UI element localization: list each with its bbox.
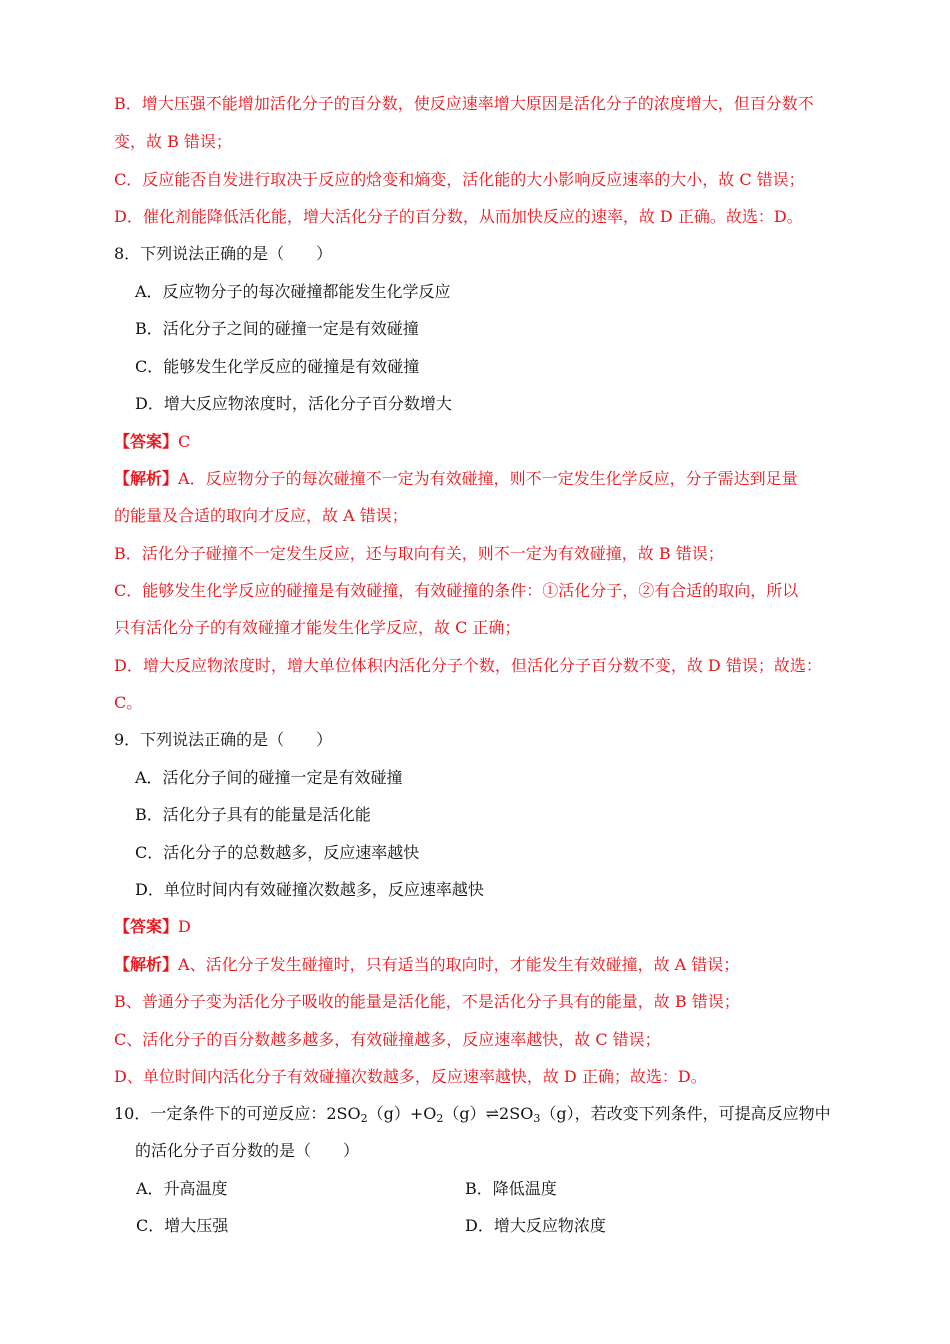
q8-analysis-line: 的能量及合适的取向才反应，故 A 错误；: [114, 506, 408, 525]
q8-option-b: B．活化分子之间的碰撞一定是有效碰撞: [135, 319, 419, 338]
q9-analysis-text: A、活化分子发生碰撞时，只有适当的取向时，才能发生有效碰撞，故 A 错误；: [178, 955, 740, 974]
q9-analysis-line: D、单位时间内活化分子有效碰撞次数越多，反应速率越快，故 D 正确；故选：D。: [114, 1067, 707, 1086]
q9-option-a: A．活化分子间的碰撞一定是有效碰撞: [135, 768, 403, 787]
q10-stem-part: 10．一定条件下的可逆反应：2SO: [114, 1104, 361, 1123]
q8-analysis-line: C．能够发生化学反应的碰撞是有效碰撞，有效碰撞的条件：①活化分子，②有合适的取向，所以: [114, 581, 799, 600]
q8-option-c: C．能够发生化学反应的碰撞是有效碰撞: [135, 357, 420, 376]
q9-option-d: D．单位时间内有效碰撞次数越多，反应速率越快: [135, 880, 484, 899]
q10-stem-line2: 的活化分子百分数的是（ ）: [135, 1141, 360, 1160]
q10-option-a: A．升高温度: [136, 1179, 228, 1198]
q9-answer-tag: 【答案】: [114, 917, 179, 936]
prev-analysis-line-d: D．催化剂能降低活化能，增大活化分子的百分数，从而加快反应的速率，故 D 正确。故选：D。: [114, 207, 803, 226]
q8-stem: 8．下列说法正确的是（ ）: [114, 244, 333, 263]
q10-option-d: D．增大反应物浓度: [465, 1216, 606, 1235]
q8-analysis-line: 只有活化分子的有效碰撞才能发生化学反应，故 C 正确；: [114, 618, 521, 637]
q9-answer-value: D: [178, 917, 191, 936]
q9-analysis-line: [114, 954, 739, 976]
q8-analysis-text: A．反应物分子的每次碰撞不一定为有效碰撞，则不一定发生化学反应，分子需达到足量: [178, 469, 798, 488]
q8-analysis-line: B．活化分子碰撞不一定发生反应，还与取向有关，则不一定为有效碰撞，故 B 错误；: [114, 544, 724, 563]
q8-analysis-line: C。: [114, 693, 143, 712]
q8-answer-value: C: [178, 432, 191, 451]
prev-analysis-line-b-cont: 变，故 B 错误；: [114, 132, 232, 151]
q9-analysis-line: B、普通分子变为活化分子吸收的能量是活化能，不是活化分子具有的能量，故 B 错误；: [114, 992, 740, 1011]
q8-option-d: D．增大反应物浓度时，活化分子百分数增大: [135, 394, 452, 413]
q10-stem: [114, 1103, 831, 1125]
prev-analysis-line-c: C．反应能否自发进行取决于反应的焓变和熵变，活化能的大小影响反应速率的大小，故 C 错误；: [114, 170, 805, 189]
q10-option-c: C．增大压强: [136, 1216, 229, 1235]
q10-subscript: 2: [360, 1112, 368, 1125]
q8-answer-tag: 【答案】: [114, 432, 179, 451]
q10-stem-part: （g）⇌2SO: [443, 1104, 534, 1123]
q9-answer: [114, 916, 191, 938]
q9-analysis-line: C、活化分子的百分数越多越多，有效碰撞越多，反应速率越快，故 C 错误；: [114, 1030, 661, 1049]
q8-option-a: A．反应物分子的每次碰撞都能发生化学反应: [135, 282, 451, 301]
q8-analysis-line: [114, 468, 798, 490]
q10-option-b: B．降低温度: [465, 1179, 557, 1198]
q9-option-c: C．活化分子的总数越多，反应速率越快: [135, 843, 420, 862]
q10-subscript: 2: [436, 1112, 444, 1125]
q8-answer: [114, 431, 190, 453]
q10-stem-part: （g），若改变下列条件，可提高反应物中: [540, 1104, 831, 1123]
q8-analysis-tag: 【解析】: [114, 469, 179, 488]
q9-option-b: B．活化分子具有的能量是活化能: [135, 805, 371, 824]
q10-subscript: 3: [533, 1112, 541, 1125]
q8-analysis-line: D．增大反应物浓度时，增大单位体积内活化分子个数，但活化分子百分数不变，故 D 错误；故选：: [114, 656, 822, 675]
q10-stem-part: （g）+O: [367, 1104, 437, 1123]
q9-stem: 9．下列说法正确的是（ ）: [114, 730, 333, 749]
q9-analysis-tag: 【解析】: [114, 955, 179, 974]
prev-analysis-line-b: B．增大压强不能增加活化分子的百分数，使反应速率增大原因是活化分子的浓度增大，但百分数不: [114, 94, 814, 113]
